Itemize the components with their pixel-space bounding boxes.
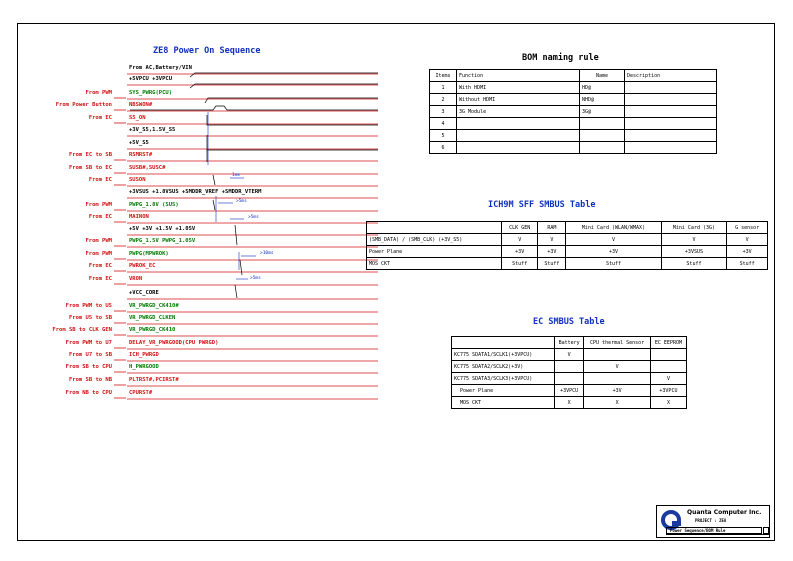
cell: V bbox=[661, 234, 727, 246]
bom-header-description: Description bbox=[625, 70, 717, 82]
signal-source: From EC bbox=[88, 177, 112, 183]
cell: V bbox=[727, 234, 768, 246]
step-edge bbox=[213, 175, 215, 185]
signal-label: S5_ON bbox=[129, 115, 146, 121]
cell: KC775 SDATA3/SCLK3(+3VPCU) bbox=[452, 373, 555, 385]
step-edge bbox=[207, 115, 378, 125]
delay-annotation: >5ms bbox=[248, 215, 259, 220]
signal-source: From EC bbox=[88, 263, 112, 269]
signal-source: From PWM bbox=[85, 90, 112, 96]
cell: +3V bbox=[584, 385, 651, 397]
cell bbox=[555, 373, 584, 385]
signal-source: From EC bbox=[88, 214, 112, 220]
table-row bbox=[367, 246, 768, 258]
signal-label: +5V +3V +1.5V +1.05V bbox=[129, 226, 196, 232]
signal-label: RSMRST# bbox=[129, 152, 153, 158]
signal-source: From NB to CPU bbox=[65, 390, 112, 396]
table-row bbox=[430, 118, 717, 130]
cell: Battery bbox=[555, 337, 584, 349]
cell: G sensor bbox=[727, 222, 768, 234]
ec-smbus-title: EC SMBUS Table bbox=[533, 317, 605, 327]
cell: HD@ bbox=[580, 82, 625, 94]
table-row bbox=[430, 130, 717, 142]
delay-annotation: >5ms bbox=[236, 199, 247, 204]
bom-table bbox=[429, 69, 717, 154]
cell bbox=[650, 361, 686, 373]
signal-label: PWPG_1.8V (SUS) bbox=[129, 202, 179, 208]
power-sequence-title: ZE8 Power On Sequence bbox=[153, 46, 261, 56]
cell: RAM bbox=[538, 222, 566, 234]
cell: +3V bbox=[566, 246, 661, 258]
cell: 1 bbox=[430, 82, 457, 94]
step-edge bbox=[207, 135, 378, 150]
cell: 4 bbox=[430, 118, 457, 130]
signal-label: VR_PWRGD_CK410 bbox=[129, 327, 176, 333]
cell: Mini Card (WLAN/WMAX) bbox=[566, 222, 661, 234]
table-row bbox=[452, 373, 687, 385]
cell: With HDMI bbox=[457, 82, 580, 94]
cell: V bbox=[584, 361, 651, 373]
table-row bbox=[430, 106, 717, 118]
cell: +3VPCU bbox=[555, 385, 584, 397]
cell: KC775 SDATA1/SCLK1(+3VPCU) bbox=[452, 349, 555, 361]
cell bbox=[580, 130, 625, 142]
signal-label: PWROK_EC bbox=[129, 263, 156, 269]
signal-label: PWPG(MPWROK) bbox=[129, 251, 169, 257]
cell: V bbox=[502, 234, 538, 246]
cell bbox=[650, 349, 686, 361]
signal-label: +3VSUS +1.8VSUS +SMDDR_VREF +SMDDR_VTERM bbox=[129, 189, 262, 195]
signal-source: From PWM bbox=[85, 251, 112, 257]
cell bbox=[457, 130, 580, 142]
signal-source: From Power Button bbox=[55, 102, 112, 108]
step-edge bbox=[240, 260, 242, 275]
table-row bbox=[430, 142, 717, 154]
signal-label: DELAY_VR_PWRGOOD(CPU PWRGD) bbox=[129, 340, 219, 346]
signal-source: From SB to CPU bbox=[65, 364, 112, 370]
cell: Power Plane bbox=[452, 385, 555, 397]
cell bbox=[625, 94, 717, 106]
signal-label: +5V_S5 bbox=[129, 140, 149, 146]
ich-smbus-title: ICH9M SFF SMBUS Table bbox=[488, 200, 596, 210]
cell: Stuff bbox=[502, 258, 538, 270]
cell: 5 bbox=[430, 130, 457, 142]
table-row bbox=[452, 349, 687, 361]
cell: Stuff bbox=[566, 258, 661, 270]
cell bbox=[580, 142, 625, 154]
signal-source: From EC bbox=[88, 276, 112, 282]
signal-label: H_PWRGOOD bbox=[129, 364, 159, 370]
signal-label: VR_PWRGD_CLKEN bbox=[129, 315, 176, 321]
sheet-title: Power Sequence/BOM Rule bbox=[666, 527, 762, 534]
signal-label: SUSB#,SUSC# bbox=[129, 165, 166, 171]
signal-label: SYS_PWRG(PCU) bbox=[129, 90, 173, 96]
signal-label: CPURST# bbox=[129, 390, 153, 396]
cell: 6 bbox=[430, 142, 457, 154]
signal-label: PLTRST#,PCIRST# bbox=[129, 377, 179, 383]
cell bbox=[584, 373, 651, 385]
signal-source: From EC to SB bbox=[68, 152, 112, 158]
cell bbox=[457, 118, 580, 130]
cell bbox=[555, 361, 584, 373]
cell: +3V bbox=[727, 246, 768, 258]
cell: +3V bbox=[502, 246, 538, 258]
cell: MOS CKT bbox=[367, 258, 502, 270]
signal-label: VRON bbox=[129, 276, 143, 282]
signal-label: NBSWON# bbox=[129, 102, 153, 108]
cell: V bbox=[538, 234, 566, 246]
cell: 3G Module bbox=[457, 106, 580, 118]
signal-source: From PWM to U7 bbox=[65, 340, 112, 346]
delay-annotation: >10ms bbox=[260, 251, 274, 256]
project-name: PROJECT : ZE8 bbox=[695, 518, 727, 523]
signal-label: MAINON bbox=[129, 214, 149, 220]
cell bbox=[584, 349, 651, 361]
signal-source: From SB to CLK GEN bbox=[52, 327, 112, 333]
signal-source: From SB to NB bbox=[68, 377, 112, 383]
table-row bbox=[452, 385, 687, 397]
sheet-rev-box bbox=[763, 527, 769, 534]
delay-annotation: >5ms bbox=[250, 276, 261, 281]
cell: X bbox=[650, 397, 686, 409]
cell: 2 bbox=[430, 94, 457, 106]
signal-source: From U7 to SB bbox=[68, 352, 112, 358]
cell: Without HDMI bbox=[457, 94, 580, 106]
ec-smbus-table bbox=[451, 336, 687, 409]
table-row bbox=[430, 82, 717, 94]
signal-label: ICH_PWRGD bbox=[129, 352, 159, 358]
cell: Stuff bbox=[727, 258, 768, 270]
cell: 3G@ bbox=[580, 106, 625, 118]
cell: CLK GEN bbox=[502, 222, 538, 234]
cell: CPU thermal Sensor bbox=[584, 337, 651, 349]
cell bbox=[625, 106, 717, 118]
cell: X bbox=[584, 397, 651, 409]
cell: KC775 SDATA2/SCLK2(+3V) bbox=[452, 361, 555, 373]
table-row bbox=[367, 234, 768, 246]
bom-header-items: Items bbox=[430, 70, 457, 82]
signal-label: +3V_S5,1.5V_S5 bbox=[129, 127, 176, 133]
cell bbox=[367, 222, 502, 234]
cell bbox=[452, 337, 555, 349]
cell bbox=[625, 142, 717, 154]
cell: V bbox=[555, 349, 584, 361]
cell: (SMB_DATA) / (SMB_CLK) (+3V_S5) bbox=[367, 234, 502, 246]
bom-header-name: Name bbox=[580, 70, 625, 82]
cell: Power Plane bbox=[367, 246, 502, 258]
signal-source: From PWM bbox=[85, 202, 112, 208]
step-edge bbox=[235, 285, 237, 298]
cell: +3VSUS bbox=[661, 246, 727, 258]
ich-smbus-table bbox=[366, 221, 768, 270]
signal-source: From U5 to SB bbox=[68, 315, 112, 321]
title-block-divider bbox=[666, 534, 769, 538]
cell: X bbox=[555, 397, 584, 409]
table-row bbox=[367, 258, 768, 270]
signal-source: From PWM bbox=[85, 238, 112, 244]
company-name: Quanta Computer Inc. bbox=[687, 509, 762, 516]
cell: Mini Card (3G) bbox=[661, 222, 727, 234]
signal-label: SUSON bbox=[129, 177, 146, 183]
table-row bbox=[430, 94, 717, 106]
signal-label: +VCC_CORE bbox=[129, 290, 159, 296]
step-edge bbox=[213, 200, 215, 210]
table-row bbox=[452, 361, 687, 373]
signal-label: PWPG_1.5V PWPG_1.05V bbox=[129, 238, 196, 244]
cell: MOS CKT bbox=[452, 397, 555, 409]
cell: 3 bbox=[430, 106, 457, 118]
signal-source: From SB to EC bbox=[68, 165, 112, 171]
cell: V bbox=[650, 373, 686, 385]
cell: EC EEPROM bbox=[650, 337, 686, 349]
cell bbox=[457, 142, 580, 154]
cell: Stuff bbox=[538, 258, 566, 270]
signal-source: From EC bbox=[88, 115, 112, 121]
title-block bbox=[656, 505, 770, 538]
cell: +3VPCU bbox=[650, 385, 686, 397]
cell bbox=[625, 130, 717, 142]
pulse-edge bbox=[130, 106, 378, 110]
cell bbox=[580, 118, 625, 130]
table-row bbox=[452, 397, 687, 409]
signal-label: From AC,Battery/VIN bbox=[129, 65, 192, 71]
cell: Stuff bbox=[661, 258, 727, 270]
cell: NHD@ bbox=[580, 94, 625, 106]
bom-title: BOM naming rule bbox=[522, 53, 599, 63]
cell bbox=[625, 118, 717, 130]
signal-label: VR_PWRGD_CK410# bbox=[129, 303, 179, 309]
bom-header-function: Function bbox=[457, 70, 580, 82]
cell bbox=[625, 82, 717, 94]
signal-label: +5VPCU +3VPCU bbox=[129, 76, 173, 82]
cell: V bbox=[566, 234, 661, 246]
cell: +3V bbox=[538, 246, 566, 258]
signal-source: From PWM to U5 bbox=[65, 303, 112, 309]
delay-annotation: 1ms bbox=[232, 173, 241, 178]
